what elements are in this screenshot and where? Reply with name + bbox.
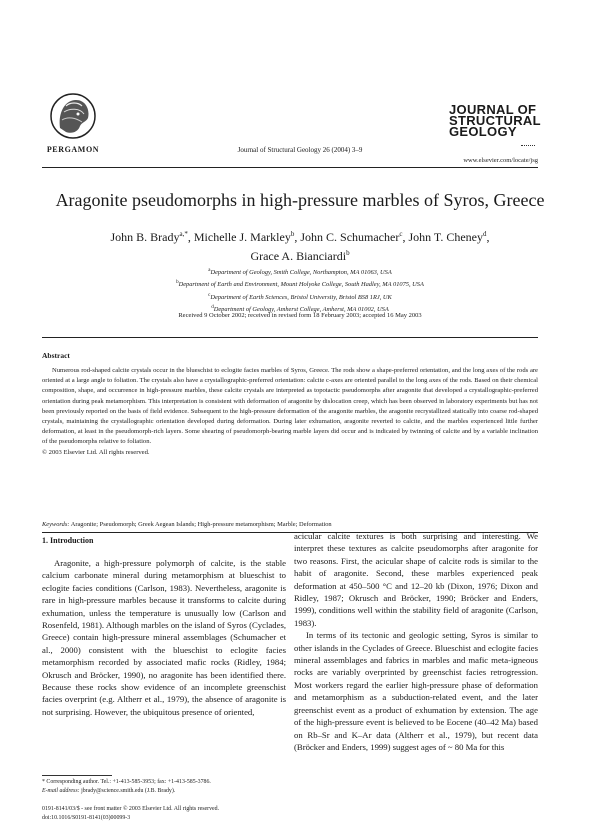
doi-line[interactable]: doi:10.1016/S0191-8141(03)00099-3 [42,814,131,821]
affiliation: $^d$Department of Geology, Amherst College, Amherst, MA 01002, USA [211,304,389,314]
email-address[interactable]: jbrady@science.smith.edu (J.B. Brady). [81,787,176,794]
article-title: Aragonite pseudomorphs in high-pressure marbles of Syros, Greece [55,190,545,210]
affiliation-list [60,266,540,315]
received-dates: Received 9 October 2002; received in revised form 18 February 2003; accepted 16 May 2003 [178,312,422,319]
author-name: John C. Schumacher [300,230,400,244]
section-heading: 1. Introduction [42,536,94,545]
affiliation: $^c$Department of Earth Sciences, Bristol University, Bristol BS8 1RJ, UK [208,292,392,301]
journal-citation: Journal of Structural Geology 26 (2004) 3–9 [237,146,363,154]
abstract-text: Numerous rod-shaped calcite crystals occur in the blueschist to eclogite facies marbles of Syros, Greece. The rods show a shape-preferred orientation, and the long axes of the rods are oriented at a large angle to foliation. The crystals also have a crystallographic-preferred orientation: calcite c-axes are oriented parallel to the long axes of the rods. Based on their chemical composition, shape, and occurrence in high-pressure marbles, these calcite crystals are interpreted as topotactic pseudomorphs after aragonite that developed a crystallographic-preferred orientation during peak metamorphism. This interpretation is consistent with deformation of aragonite by dislocation creep, which has been observed in laboratory experiments but has not been previously reported on the basis of field evidence. Subsequent to the high-pressure deformation of the aragonite marbles, the aragonite recrystallized statically into coarse rod-shaped crystals, maintaining the crystallographic orientation developed during deformation. During later exhumation, aragonite reverted to calcite, and the marbles experienced little further deformation, at least in the pseudomorph-rich layers. Some shearing of pseudomorph-bearing marble layers did occur and is indicated by twinning of calcite and by a variable inclination of the pseudomorphs relative to foliation. [42,367,538,446]
left-column [42,557,286,718]
journal-logo-line: JOURNAL OF [449,102,537,117]
journal-website[interactable]: www.elsevier.com/locate/jsg [463,157,538,164]
email-label: E-mail address: [42,787,80,794]
keywords [42,521,538,528]
right-column [294,530,538,753]
author-name: John B. Brady [110,230,180,244]
publisher-emblem-icon [42,92,104,142]
author-sup: d [483,230,487,238]
journal-logo-line: STRUCTURAL [449,113,541,128]
abstract-body [42,366,538,458]
footnote [42,778,286,795]
journal-logo [449,102,541,139]
corresponding-author: * Corresponding author. Tel.: +1-413-585-3953; fax: +1-413-585-3786. [42,779,211,785]
affiliation: $^a$Department of Geology, Smith College, Northampton, MA 01063, USA [208,268,392,277]
issn-line: 0191-8141/03/$ - see front matter © 2003 Elsevier Ltd. All rights reserved. [42,806,220,812]
copyright-notice: © 2003 Elsevier Ltd. All rights reserved. [42,448,150,456]
journal-logo-line: GEOLOGY [449,124,517,139]
author-list: John B. Brady$^{a,*}$, Michelle J. Markley$^b$, John C. Schumacher$^c$, John T. Cheney$^d$, Grace A. Bianciardi$^b$ [110,230,490,263]
paragraph: Aragonite, a high-pressure polymorph of calcite, is the stable calcium carbonate mineral during metamorphism at blueschist to eclogite facies conditions (Carlson, 1983). Nevertheless, aragonite is rare in high-pressure marbles because it transforms to calcite during exhumation, unless the temperature is unusually low (Carlson and Rosenfeld, 1981). Although marbles on the island of Syros (Cyclades, Greece) contain high-pressure mineral assemblages (Schumacher et al., 2000) consistent with the blueschist to eclogite facies metamorphism recorded by associated mafic rocks (Ridley, 1984; Okrusch and Bröcker, 1990), no aragonite has been identified there. Because these rocks show evidence of an incomplete greenschist facies overprint (e.g. Altherr et al., 1979), the absence of aragonite is not surprising. However, the ubiquitous presence of oriented, [42,558,286,717]
author-sup: c [399,230,403,238]
publisher-name: PERGAMON [46,145,100,154]
author-name: John T. Cheney [408,230,483,244]
abstract-heading: Abstract [42,351,70,360]
logo-decoration [521,145,535,148]
author-sup: b [290,230,295,238]
header-rule [42,167,538,168]
affiliation: $^b$Department of Earth and Environment, Mount Holyoke College, South Hadley, MA 01075, USA [176,280,424,289]
abstract-top-rule [42,337,538,338]
keywords-list: Aragonite; Pseudomorph; Greek Aegean Islands; High-pressure metamorphism; Marble; Deformation [70,521,332,528]
paragraph: acicular calcite textures is both surprising and interesting. We interpret these textures as calcite pseudomorphs after aragonite for two reasons. First, the acicular shape of calcite rods is similar to the habit of aragonite. Second, these marbles experienced peak deformation at 450–500 °C and 12–20 kb (Dixon, 1976; Dixon and Ridley, 1987; Okrusch and Bröcker, 1990; Bröcker and Enders, 1999), conditions well within the stability field of aragonite (Carlson, 1983). [294,531,538,628]
keywords-label: Keywords: [42,521,70,528]
author-name: Michelle J. Markley [193,230,291,244]
paragraph: In terms of its tectonic and geologic setting, Syros is similar to other islands in the Cyclades of Greece. Blueschist and eclogite facies mineral assemblages and fabrics in marbles and mafic meta-igneous rocks are variably overprinted by greenschist facies retrogression. Most workers regard the earlier high-pressure phase of deformation and metamorphism as a subduction-related event, and the later greenschist event as a product of exhumation by extension. The age of the high-pressure event is believed to be Eocene (40–42 Ma) based on Rb–Sr and K–Ar data (Altherr et al., 1979), but recent data (Bröcker and Enders, 1999) suggest ages of ~ 80 Ma for this [294,630,538,752]
issn-block [42,805,342,822]
author-name: Grace A. Bianciardi [250,249,347,263]
author-sup: a,* [179,230,188,238]
author-sup: b [346,249,350,257]
footnote-rule [42,775,112,776]
